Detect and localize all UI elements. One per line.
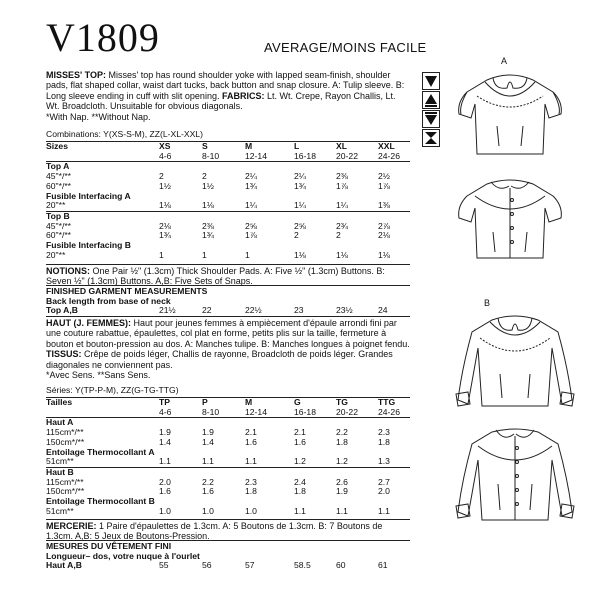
table-cell: 1¼	[245, 200, 257, 211]
row-label: 115cm*/**	[46, 476, 84, 487]
row-label: Fusible Interfacing A	[46, 190, 131, 201]
table-cell: 1.8	[245, 486, 257, 497]
table-cell: 1.8	[378, 436, 390, 447]
table-row	[46, 497, 410, 507]
size-header: XL	[336, 141, 347, 151]
table-cell: 1.6	[245, 436, 257, 447]
table-cell: 2.0	[159, 476, 171, 487]
back-length-value: 22½	[245, 305, 262, 315]
table-cell: 2¼	[294, 171, 306, 182]
back-length-row-label: Top A,B	[46, 305, 78, 315]
table-cell: 1.0	[159, 505, 171, 516]
table-cell: 1.2	[294, 456, 306, 467]
table-cell: 1.1	[336, 505, 348, 516]
figure-b-label: B	[484, 298, 491, 308]
table-cell: 1.4	[202, 436, 214, 447]
nap-note: *With Nap. **Without Nap.	[46, 111, 151, 122]
table-cell: 2⅛	[378, 230, 390, 241]
table-row	[46, 192, 410, 202]
row-label: 60"*/**	[46, 230, 72, 241]
table-row	[46, 162, 410, 172]
table-cell: 1.6	[294, 436, 306, 447]
table-cell: 1.6	[202, 486, 214, 497]
fr-back-length-row	[46, 561, 410, 571]
notions-title: NOTIONS:	[46, 266, 90, 276]
size-range: 4-6	[159, 406, 172, 417]
table-cell: 1⅛	[294, 249, 306, 260]
size-range: 12-14	[245, 406, 267, 417]
fabric-symbols	[422, 72, 440, 148]
table-cell: 1.1	[294, 505, 306, 516]
size-header: G	[294, 397, 301, 407]
french-notions	[46, 519, 410, 542]
table-cell: 2	[202, 171, 207, 182]
table-row	[46, 507, 410, 517]
back-length-row-label: Haut A,B	[46, 560, 82, 570]
row-label: 150cm*/**	[46, 436, 85, 447]
size-header: TTG	[378, 397, 396, 407]
size-range-row	[46, 408, 410, 418]
table-row	[46, 201, 410, 211]
size-range: 20-22	[336, 150, 358, 161]
table-cell: 1	[245, 249, 250, 260]
table-cell: 1.9	[202, 427, 214, 438]
table-cell: 1	[159, 249, 164, 260]
table-cell: 2.7	[378, 476, 390, 487]
table-cell: 1⅞	[245, 230, 257, 241]
table-row	[46, 448, 410, 458]
fr-description-title: HAUT (J. FEMMES):	[46, 318, 131, 328]
fabrics-title: FABRICS:	[221, 90, 265, 101]
table-row	[46, 457, 410, 467]
fr-description-text: Haut pour jeunes femmes à empiècement d'épaule arrondi fini par une couture rabattue, épaulettes, col plat en forme, petits plis sur la taille, fermeture à bouton et bouton-pression au dos. A: Manches tulipe. B: Manches longues à poignet fendu.	[46, 318, 410, 349]
row-label: 45"*/**	[46, 171, 72, 182]
back-length-label: Back length from base of neck	[46, 296, 171, 306]
size-header: L	[294, 141, 300, 151]
table-row	[46, 467, 410, 477]
back-length-value: 60	[336, 560, 346, 570]
pattern-number: V1809	[46, 15, 160, 60]
size-range: 16-18	[294, 406, 316, 417]
top-a-back-illustration	[445, 170, 575, 265]
row-label: 45"*/**	[46, 220, 72, 231]
table-cell: 1½	[159, 180, 171, 191]
back-length-value: 23½	[336, 305, 353, 315]
table-cell: 1⅛	[336, 249, 348, 260]
table-cell: 1¾	[202, 230, 214, 241]
table-cell: 1.8	[294, 486, 306, 497]
triangle-down-icon	[422, 72, 440, 90]
row-label: 60"*/**	[46, 180, 72, 191]
difficulty-level: AVERAGE/MOINS FACILE	[264, 40, 427, 55]
table-cell: 1.2	[336, 456, 348, 467]
size-header: M	[245, 397, 253, 407]
row-label: 20"**	[46, 200, 66, 211]
size-range: 4-6	[159, 150, 172, 161]
top-b-front-illustration	[440, 308, 590, 418]
english-description	[46, 70, 410, 122]
size-range: 12-14	[245, 150, 267, 161]
table-cell: 1¾	[245, 180, 257, 191]
table-cell: 1.6	[159, 486, 171, 497]
size-range: 16-18	[294, 150, 316, 161]
size-header: XS	[159, 141, 171, 151]
table-cell: 2⅜	[336, 171, 348, 182]
table-cell: 2⅛	[159, 220, 171, 231]
table-cell: 2⅝	[294, 220, 306, 231]
table-row	[46, 428, 410, 438]
table-row	[46, 222, 410, 232]
row-label: 51cm**	[46, 505, 74, 516]
back-length-value: 61	[378, 560, 388, 570]
size-header: P	[202, 397, 208, 407]
table-cell: 2.3	[378, 427, 390, 438]
back-length-value: 21½	[159, 305, 176, 315]
table-cell: 2½	[378, 171, 390, 182]
table-cell: 1.4	[159, 436, 171, 447]
table-cell: 2.6	[336, 476, 348, 487]
hourglass-icon	[422, 129, 440, 147]
table-cell: 1.1	[378, 505, 390, 516]
table-row	[46, 478, 410, 488]
table-cell: 2⅝	[245, 220, 257, 231]
row-label: Entoilage Thermocollant A	[46, 446, 155, 457]
table-cell: 1.9	[159, 427, 171, 438]
table-cell: 2.1	[245, 427, 257, 438]
table-cell: 2.2	[202, 476, 214, 487]
table-cell: 1.0	[202, 505, 214, 516]
size-header: TP	[159, 397, 170, 407]
combinations: Combinations: Y(XS-S-M), ZZ(L-XL-XXL)	[46, 129, 203, 139]
back-length-value: 22	[202, 305, 212, 315]
row-label: Top B	[46, 210, 70, 221]
table-cell: 1	[202, 249, 207, 260]
size-header: TG	[336, 397, 348, 407]
table-cell: 1.1	[245, 456, 257, 467]
fr-nap-note: *Avec Sens. **Sans Sens.	[46, 370, 151, 381]
table-cell: 1.1	[202, 456, 214, 467]
french-metrage-table	[46, 397, 410, 516]
table-cell: 2¾	[336, 220, 348, 231]
table-cell: 1⅜	[378, 200, 390, 211]
table-cell: 1⅞	[378, 180, 390, 191]
table-cell: 1.0	[245, 505, 257, 516]
table-cell: 2⅞	[378, 220, 390, 231]
table-cell: 2.1	[294, 427, 306, 438]
table-cell: 2.4	[294, 476, 306, 487]
row-label: 115cm*/**	[46, 427, 84, 438]
english-yardage-table	[46, 141, 410, 260]
sizes-label: Sizes	[46, 141, 68, 151]
back-length-value: 24	[378, 305, 388, 315]
table-cell: 1¼	[336, 200, 348, 211]
size-range-spacer	[46, 408, 159, 418]
fr-back-length-label: Longueur– dos, votre nuque à l'ourlet	[46, 551, 200, 561]
table-cell: 2¼	[245, 171, 257, 182]
table-cell: 2	[159, 171, 164, 182]
figure-a-label: A	[501, 56, 508, 66]
table-cell: 1.9	[336, 486, 348, 497]
table-cell: 1⅛	[202, 200, 214, 211]
size-range: 8-10	[202, 150, 220, 161]
row-label: Entoilage Thermocollant B	[46, 496, 155, 507]
fr-fabrics-text: Crêpe de poids léger, Challis de rayonne, Broadcloth de poids léger. Grandes diagonales ne conviennent pas.	[46, 349, 393, 370]
table-row	[46, 418, 410, 428]
top-b-back-illustration	[440, 420, 590, 532]
notions-text: One Pair ½" (1.3cm) Thick Shoulder Pads. A: Five ½" (1.3cm) Buttons. B: Seven ½" (1.3cm) Buttons. A,B: Five Sets of Snaps.	[46, 266, 385, 287]
size-range-row	[46, 152, 410, 162]
row-label: 51cm**	[46, 456, 74, 467]
table-row	[46, 251, 410, 261]
table-row	[46, 211, 410, 221]
table-row	[46, 241, 410, 251]
triangle-up-bar-icon	[422, 91, 440, 109]
table-cell: 2.2	[336, 427, 348, 438]
row-label: Fusible Interfacing B	[46, 240, 131, 251]
fr-notions-text: 1 Paire d'épaulettes de 1.3cm. A: 5 Boutons de 1.3cm. B: 7 Boutons de 1.3cm. A,B: 5 Jeux de Boutons-Pression.	[46, 521, 383, 542]
back-length-value: 23	[294, 305, 304, 315]
top-a-front-illustration	[445, 66, 575, 161]
fabrics-text: Lt. Wt. Crepe, Rayon Challis, Lt. Wt. Broadcloth. Unsuitable for obvious diagonals.	[46, 90, 396, 112]
row-label: Haut A	[46, 417, 74, 428]
size-range: 20-22	[336, 406, 358, 417]
table-cell: 1¼	[294, 200, 306, 211]
english-notions	[46, 264, 410, 287]
size-range: 8-10	[202, 406, 220, 417]
row-label: 150cm*/**	[46, 486, 85, 497]
back-length-value: 55	[159, 560, 169, 570]
table-cell: 2	[336, 230, 341, 241]
table-cell: 2⅜	[202, 220, 214, 231]
size-header: S	[202, 141, 208, 151]
size-header: M	[245, 141, 253, 151]
fr-fabrics-title: TISSUS:	[46, 349, 82, 360]
table-cell: 1¾	[294, 180, 306, 191]
table-cell: 1.1	[159, 456, 171, 467]
description-title: MISSES' TOP:	[46, 70, 106, 80]
size-range: 24-26	[378, 150, 400, 161]
table-cell: 2.0	[378, 486, 390, 497]
french-finished-measurements	[46, 540, 410, 571]
table-cell: 1½	[202, 180, 214, 191]
table-cell: 2	[294, 230, 299, 241]
back-length-value: 56	[202, 560, 212, 570]
table-cell: 1.8	[336, 436, 348, 447]
table-row	[46, 172, 410, 182]
fr-finished-title: MESURES DU VÊTEMENT FINI	[46, 541, 172, 551]
fr-notions-title: MERCERIE:	[46, 521, 97, 531]
size-range: 24-26	[378, 406, 400, 417]
size-range-spacer	[46, 152, 159, 162]
table-cell: 1⅛	[378, 249, 390, 260]
row-label: 20"**	[46, 249, 66, 260]
description-text: Misses' top has round shoulder yoke with lapped seam-finish, shoulder pads, flat shaped collar, waist dart tucks, back button and snap closure. A: Tulip sleeve. B: Long sleeve ending in cuff with slit opening.	[46, 70, 405, 101]
back-length-row	[46, 306, 410, 316]
triangle-down-bar-icon	[422, 110, 440, 128]
row-label: Haut B	[46, 466, 74, 477]
back-length-value: 58.5	[294, 560, 311, 570]
table-cell: 2.3	[245, 476, 257, 487]
table-cell: 1¾	[159, 230, 171, 241]
table-cell: 1⅞	[336, 180, 348, 191]
back-length-value: 57	[245, 560, 255, 570]
sizes-label: Tailles	[46, 397, 73, 407]
finished-title: FINISHED GARMENT MEASUREMENTS	[46, 286, 208, 296]
french-description	[46, 316, 410, 380]
row-label: Top A	[46, 161, 70, 172]
table-cell: 1⅛	[159, 200, 171, 211]
fr-combinations: Séries: Y(TP-P-M), ZZ(G-TG-TTG)	[46, 385, 179, 395]
english-finished-measurements	[46, 285, 410, 316]
size-header: XXL	[378, 141, 395, 151]
table-cell: 1.3	[378, 456, 390, 467]
